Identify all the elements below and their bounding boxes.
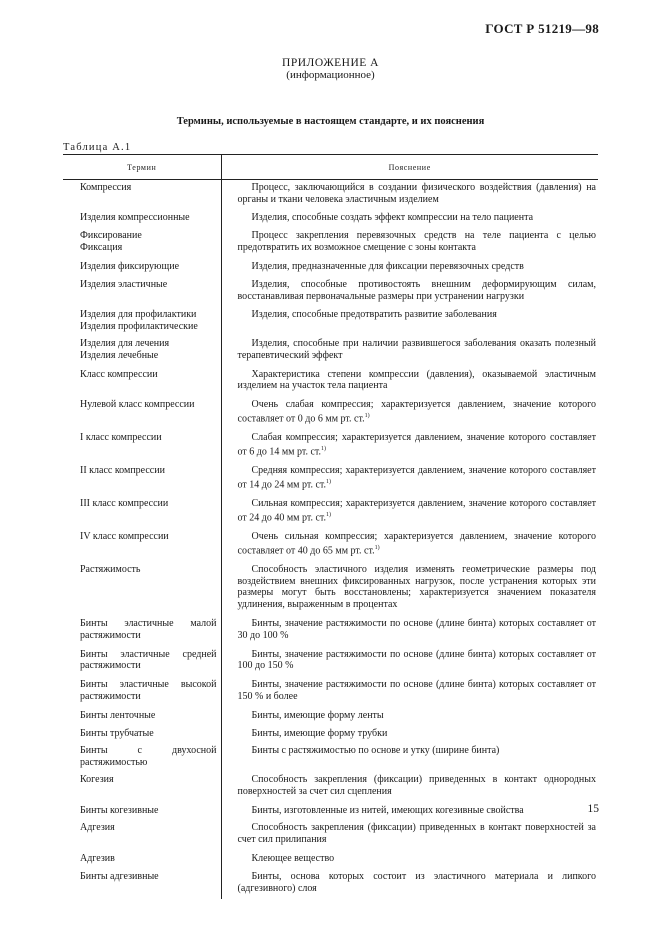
definition-text: Средняя компрессия; характеризуется давлением, значение которого составляет от 14 до 24 мм рт. ст. (237, 465, 596, 491)
term-text: Растяжимость (80, 563, 141, 575)
term-cell (63, 743, 221, 772)
term-cell (63, 496, 221, 529)
footnote-mark: 1) (326, 478, 332, 485)
definition-cell (221, 708, 598, 726)
page-number: 15 (587, 803, 599, 815)
definition-text: Способность закрепления (фиксации) приведенных в контакт однородных поверхностей за счет сил сцепления (237, 773, 596, 797)
term-text: Когезия (80, 773, 114, 785)
definition-cell (221, 210, 598, 229)
definition-cell (221, 529, 598, 562)
term-text: Бинты ленточные (80, 709, 156, 721)
term-cell (63, 562, 221, 616)
definition-cell (221, 820, 598, 851)
table-header-row (63, 155, 598, 180)
table-row (63, 772, 598, 803)
definition-cell (221, 772, 598, 803)
column-header-term: Термин (63, 155, 221, 180)
table-row (63, 677, 598, 708)
term-text: Бинты эластичные высокой растяжимости (80, 679, 217, 702)
definition-text: Очень слабая компрессия; характеризуется давлением, значение которого составляет от 0 до 6 мм рт. ст. (237, 399, 596, 425)
table-row (63, 259, 598, 277)
definition-cell (221, 307, 598, 336)
definition-text: Процесс закрепления перевязочных средств на теле пациента с целью предотвратить их возможное смещение с зоны контакта (237, 230, 596, 254)
table-row (63, 616, 598, 647)
term-cell (63, 430, 221, 463)
term-text: Бинты с двухосной растяжимостью (80, 745, 217, 769)
table-row (63, 647, 598, 678)
table-row (63, 180, 598, 210)
term-text: IV класс компрессии (80, 530, 169, 542)
term-cell (63, 616, 221, 647)
term-text: Класс компрессии (80, 368, 158, 380)
definition-text: Бинты, значение растяжимости по основе (длине бинта) которых составляет от 30 до 100 % (237, 617, 596, 641)
table-row (63, 820, 598, 851)
table-row (63, 210, 598, 229)
table-row (63, 367, 598, 398)
definition-cell (221, 647, 598, 678)
definition-cell (221, 616, 598, 647)
definition-cell (221, 430, 598, 463)
table-row (63, 228, 598, 259)
table-row (63, 851, 598, 869)
term-text: Адгезия (80, 822, 115, 834)
table-row (63, 277, 598, 308)
term-text: Изделия эластичные (80, 278, 168, 290)
definition-text: Бинты, имеющие форму ленты (251, 709, 384, 721)
definition-cell (221, 677, 598, 708)
term-text: Изделия для лечения Изделия лечебные (80, 337, 170, 361)
definition-text: Слабая компрессия; характеризуется давлением, значение которого составляет от 6 до 14 мм рт. ст. (237, 432, 596, 458)
definition-text: Бинты, значение растяжимости по основе (длине бинта) которых составляет от 100 до 150 % (237, 648, 596, 672)
term-cell (63, 336, 221, 367)
table-row (63, 562, 598, 616)
terms-table (63, 154, 598, 899)
definition-text: Процесс, заключающийся в создании физического воздействия (давления) на органы и ткани человека эластичным изделием (237, 182, 596, 205)
definition-cell (221, 726, 598, 744)
section-title: Термины, используемые в настоящем стандарте, и их пояснения (176, 116, 485, 127)
definition-text: Бинты, основа которых состоит из эластичного материала и липкого (адгезивного) слоя (237, 870, 596, 894)
table-row (63, 430, 598, 463)
definition-cell (221, 277, 598, 308)
definition-cell (221, 562, 598, 616)
definition-text: Изделия, предназначенные для фиксации перевязочных средств (251, 260, 524, 272)
term-cell (63, 307, 221, 336)
definition-cell (221, 496, 598, 529)
term-cell (63, 820, 221, 851)
definition-cell (221, 463, 598, 496)
definition-cell (221, 851, 598, 869)
definition-text: Бинты, имеющие форму трубки (251, 727, 388, 739)
definition-text: Способность эластичного изделия изменять геометрические размеры под воздействием внешних фиксированных нагрузок, после устранения которых эти размеры могут быть восстановлены; характеризуется значением показателя удлинения, выраженным в процентах (237, 563, 596, 611)
definition-text: Характеристика степени компрессии (давления), оказываемой эластичным изделием на участок тела пациента (237, 368, 596, 392)
term-text: Фиксирование Фиксация (80, 230, 142, 254)
term-text: Изделия фиксирующие (80, 260, 180, 272)
definition-text: Изделия, способные создать эффект компрессии на тело пациента (251, 211, 534, 223)
table-row (63, 869, 598, 900)
appendix-title: ПРИЛОЖЕНИЕ А (282, 57, 379, 69)
table-row (63, 726, 598, 744)
term-text: III класс компрессии (80, 497, 169, 509)
term-cell (63, 180, 221, 210)
definition-cell (221, 180, 598, 210)
definition-text: Изделия, способные противостоять внешним деформирующим силам, восстанавливая первоначальные размеры при устранении нагрузки (237, 278, 596, 302)
definition-text: Способность закрепления (фиксации) приведенных в контакт поверхностей за счет сил прилипания (237, 822, 596, 846)
term-text: Бинты эластичные малой растяжимости (80, 617, 217, 641)
term-cell (63, 647, 221, 678)
term-cell (63, 726, 221, 744)
term-text: Бинты когезивные (80, 804, 159, 816)
definition-cell (221, 397, 598, 430)
term-cell (63, 397, 221, 430)
term-cell (63, 210, 221, 229)
term-text: Компрессия (80, 182, 132, 193)
definition-text: Изделия, способные при наличии развившегося заболевания оказать полезный терапевтический эффект (237, 337, 596, 361)
table-row (63, 496, 598, 529)
term-cell (63, 708, 221, 726)
definition-cell (221, 869, 598, 900)
footnote-mark: 1) (321, 445, 327, 452)
term-cell (63, 677, 221, 708)
term-text: Бинты эластичные средней растяжимости (80, 648, 217, 672)
table-row (63, 708, 598, 726)
term-text: Изделия компрессионные (80, 211, 190, 223)
standard-header: ГОСТ Р 51219—98 (485, 21, 599, 36)
term-cell (63, 869, 221, 900)
term-cell (63, 259, 221, 277)
term-cell (63, 367, 221, 398)
footnote-mark: 1) (326, 511, 332, 518)
table-label: Таблица А.1 (63, 142, 132, 153)
table-row (63, 397, 598, 430)
term-text: Адгезив (80, 852, 115, 864)
table-row (63, 743, 598, 772)
definition-cell (221, 336, 598, 367)
table-row (63, 529, 598, 562)
appendix-subtitle: (информационное) (286, 69, 375, 81)
definition-cell (221, 743, 598, 772)
definition-cell (221, 367, 598, 398)
definition-text: Клеющее вещество (251, 852, 335, 864)
table-row (63, 803, 598, 821)
column-header-explanation: Пояснение (221, 155, 598, 180)
definition-text: Изделия, способные предотвратить развитие заболевания (251, 309, 497, 321)
term-text: Изделия для профилактики Изделия профилактические (80, 309, 198, 333)
term-text: I класс компрессии (80, 432, 162, 444)
footnote-mark: 1) (364, 412, 370, 419)
definition-cell (221, 228, 598, 259)
definition-text: Бинты, значение растяжимости по основе (длине бинта) которых составляет от 150 % и более (237, 679, 596, 702)
term-text: Бинты трубчатые (80, 727, 154, 739)
term-cell (63, 228, 221, 259)
definition-text: Сильная компрессия; характеризуется давлением, значение которого составляет от 24 до 40 мм рт. ст. (237, 497, 596, 524)
term-cell (63, 803, 221, 821)
definition-text: Бинты, изготовленные из нитей, имеющих когезивные свойства (251, 804, 524, 816)
definition-cell (221, 803, 598, 821)
table-row (63, 336, 598, 367)
term-text: II класс компрессии (80, 465, 165, 476)
term-text: Бинты адгезивные (80, 870, 159, 882)
term-cell (63, 851, 221, 869)
term-cell (63, 277, 221, 308)
table-body (63, 180, 598, 900)
term-cell (63, 529, 221, 562)
term-text: Нулевой класс компрессии (80, 399, 195, 411)
definition-cell (221, 259, 598, 277)
table-row (63, 307, 598, 336)
term-cell (63, 463, 221, 496)
definition-text: Бинты с растяжимостью по основе и утку (ширине бинта) (251, 745, 500, 757)
footnote-mark: 1) (374, 544, 380, 551)
definition-text: Очень сильная компрессия; характеризуется давлением, значение которого составляет от 40 до 65 мм рт. ст. (237, 530, 596, 556)
term-cell (63, 772, 221, 803)
table-row (63, 463, 598, 496)
